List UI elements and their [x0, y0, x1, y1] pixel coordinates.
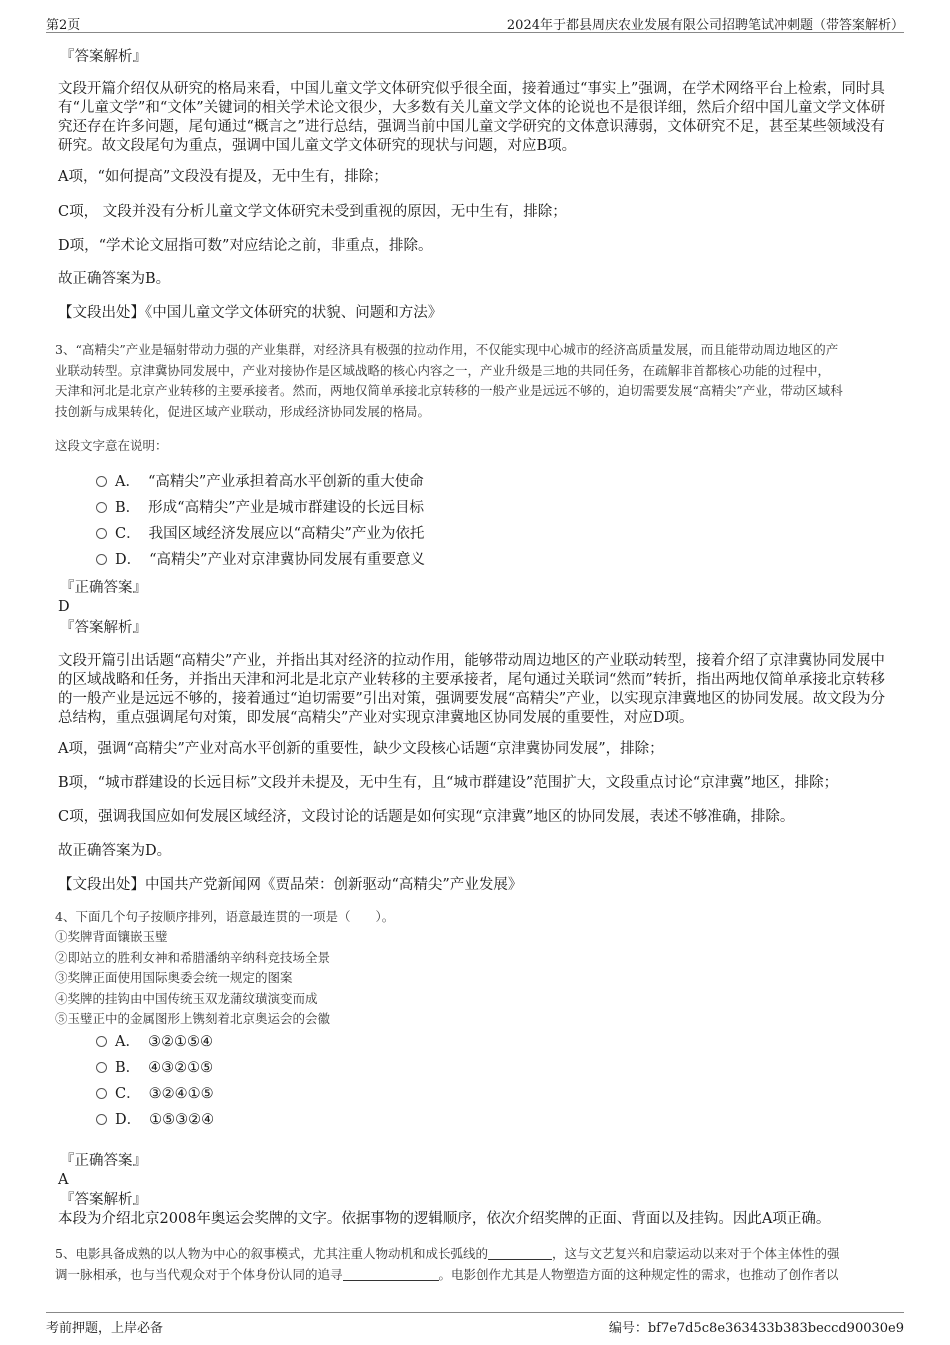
- q4-sentence: ④奖牌的挂钩由中国传统玉双龙蒲纹璜演变而成: [55, 990, 318, 1006]
- q5-blank-2[interactable]: [343, 1267, 439, 1281]
- q3-source: 【文段出处】中国共产党新闻网《贾品荣：创新驱动“高精尖”产业发展》: [58, 877, 523, 893]
- radio-icon[interactable]: [96, 1088, 107, 1099]
- page-footer: [46, 1312, 904, 1337]
- q4-sentence: ③奖牌正面使用国际奥委会统一规定的图案: [55, 970, 293, 985]
- q4-option-b[interactable]: [96, 1059, 213, 1077]
- q3-answer-label: 『正确答案』: [60, 580, 147, 596]
- q2-conclusion: 故正确答案为B。: [58, 271, 171, 287]
- q3-option-d[interactable]: [96, 551, 425, 569]
- q5-stem: [55, 1244, 895, 1285]
- q3-stem: [55, 340, 895, 422]
- q4-answer: A: [58, 1172, 69, 1188]
- q3-point-c: C项，强调我国应如何发展区域经济，文段讨论的话题是如何实现“京津冀”地区的协同发展，表述不够准确，排除。: [58, 809, 795, 825]
- radio-icon[interactable]: [96, 1114, 107, 1125]
- option-key: C．: [115, 526, 141, 542]
- page-number: 第2页: [46, 18, 81, 33]
- q3-option-c[interactable]: [96, 525, 424, 543]
- option-key: D．: [115, 1112, 142, 1128]
- q3-option-a[interactable]: [96, 473, 424, 491]
- q3-stem-line: 业联动转型。京津冀协同发展中，产业对接协作是区域战略的核心内容之一，产业升级是三地的共同任务，在疏解非首都核心功能的过程中，: [55, 362, 831, 378]
- option-text: ③②④①⑤: [148, 1086, 214, 1102]
- q5-text: ，这与文艺复兴和启蒙运动以来对于个体主体性的强: [551, 1246, 840, 1261]
- radio-icon[interactable]: [96, 528, 107, 539]
- option-text: ③②①⑤④: [147, 1034, 213, 1050]
- option-text: 我国区域经济发展应以“高精尖”产业为依托: [148, 526, 425, 542]
- option-key: A．: [115, 474, 140, 490]
- q3-stem-line: 3、“高精尖”产业是辐射带动力强的产业集群，对经济具有极强的拉动作用，不仅能实现中心城市的经济高质量发展，而且能带动周边地区的产: [55, 342, 839, 357]
- q2-point-c: C项， 文段并没有分析儿童文学文体研究未受到重视的原因，无中生有，排除；: [58, 204, 567, 220]
- option-text: ④③②①⑤: [148, 1060, 214, 1076]
- q2-source: 【文段出处】《中国儿童文学文体研究的状貌、问题和方法》: [58, 305, 443, 321]
- q4-option-d[interactable]: [96, 1111, 214, 1129]
- q3-analysis: 文段开篇引出话题“高精尖”产业，并指出其对经济的拉动作用，能够带动周边地区的产业联动转型，接着介绍了京津冀协同发展中的区域战略和任务，并指出天津和河北是北京产业转移的主要承接者，尾句通过关联词“然而”转折，指出两地仅简单承接北京转移的一般产业是远远不够的，接着通过“迫切需要”引出对策，强调要发展“高精尖”产业，以实现京津冀地区的协同发展。故文段为分总结构，重点强调尾句对策，即发展“高精尖”产业对实现京津冀地区协同发展的重要性，对应D项。: [58, 653, 886, 726]
- radio-icon[interactable]: [96, 1062, 107, 1073]
- option-key: B．: [115, 500, 141, 516]
- q3-analysis-label: 『答案解析』: [60, 620, 147, 636]
- q2-analysis-label: 『答案解析』: [60, 49, 147, 65]
- q4-option-a[interactable]: [96, 1033, 213, 1051]
- document-title: 2024年于都县周庆农业发展有限公司招聘笔试冲刺题（带答案解析）: [506, 18, 904, 33]
- q4-sentence: ①奖牌背面镶嵌玉璧: [55, 929, 168, 944]
- q4-analysis-label: 『答案解析』: [60, 1192, 147, 1208]
- q3-answer: D: [58, 599, 70, 615]
- option-key: B．: [115, 1060, 141, 1076]
- q2-analysis: 文段开篇介绍仅从研究的格局来看，中国儿童文学文体研究似乎很全面，接着通过“事实上”强调，在学术网络平台上检索，同时具有“儿童文学”和“文体”关键词的相关学术论文很少，大多数有关儿童文学文体的论说也不是很详细，然后介绍中国儿童文学文体研究还存在许多问题，尾句通过“概言之”进行总结，强调当前中国儿童文学研究的文体意识薄弱，文体研究不足，甚至某些领域没有研究。故文段尾句为重点，强调中国儿童文学文体研究的现状与问题，对应B项。: [58, 81, 886, 154]
- page-header: [46, 10, 904, 33]
- q3-prompt: 这段文字意在说明：: [55, 438, 168, 453]
- radio-icon[interactable]: [96, 476, 107, 487]
- q4-analysis: 本段为介绍北京2008年奥运会奖牌的文字。依据事物的逻辑顺序，依次介绍奖牌的正面、背面以及挂钩。因此A项正确。: [58, 1211, 831, 1227]
- option-key: A．: [115, 1034, 140, 1050]
- option-text: “高精尖”产业对京津冀协同发展有重要意义: [149, 552, 425, 568]
- q5-text: 5、电影具备成熟的以人物为中心的叙事模式，尤其注重人物动机和成长弧线的: [55, 1246, 488, 1261]
- radio-icon[interactable]: [96, 554, 107, 565]
- footer-slogan: 考前押题，上岸必备: [46, 1321, 164, 1336]
- q4-sentence: ②即站立的胜利女神和希腊潘纳辛纳科竞技场全景: [55, 949, 331, 965]
- q3-option-b[interactable]: [96, 499, 424, 517]
- q2-point-d: D项，“学术论文屈指可数”对应结论之前，非重点，排除。: [58, 238, 433, 254]
- option-text: “高精尖”产业承担着高水平创新的重大使命: [147, 474, 424, 490]
- q4-stem: 4、下面几个句子按顺序排列，语意最连贯的一项是（ ）。: [55, 909, 395, 924]
- option-text: ①⑤③②④: [149, 1112, 215, 1128]
- q3-conclusion: 故正确答案为D。: [58, 843, 172, 859]
- radio-icon[interactable]: [96, 502, 107, 513]
- radio-icon[interactable]: [96, 1036, 107, 1047]
- q5-text: 。电影创作尤其是人物塑造方面的这种规定性的需求，也推动了创作者以: [438, 1266, 839, 1282]
- option-key: D．: [115, 552, 142, 568]
- q3-stem-line: 技创新与成果转化，促进区域产业联动，形成经济协同发展的格局。: [55, 403, 431, 419]
- document-code: 编号：bf7e7d5c8e363433b383beccd90030e9: [608, 1321, 904, 1336]
- option-key: C．: [115, 1086, 141, 1102]
- q5-blank-1[interactable]: [488, 1246, 552, 1260]
- q4-option-c[interactable]: [96, 1085, 214, 1103]
- q3-stem-line: 天津和河北是北京产业转移的主要承接者。然而，两地仅简单承接北京转移的一般产业是远远不够的，迫切需要发展“高精尖”产业，带动区域科: [55, 383, 843, 398]
- q4-sentence: ⑤玉璧正中的金属图形上镌刻着北京奥运会的会徽: [55, 1011, 331, 1026]
- option-text: 形成“高精尖”产业是城市群建设的长远目标: [148, 500, 424, 516]
- q3-point-a: A项，强调“高精尖”产业对高水平创新的重要性，缺少文段核心话题“京津冀协同发展”，排除；: [58, 741, 664, 757]
- q4-sentences: [55, 927, 895, 1030]
- q4-answer-label: 『正确答案』: [60, 1153, 147, 1169]
- q2-point-a: A项，“如何提高”文段没有提及，无中生有，排除；: [58, 169, 388, 185]
- q5-text: 调一脉相承，也与当代观众对于个体身份认同的追寻: [55, 1266, 343, 1282]
- q3-point-b: B项，“城市群建设的长远目标”文段并未提及，无中生有，且“城市群建设”范围扩大，文段重点讨论“京津冀”地区，排除；: [58, 775, 839, 791]
